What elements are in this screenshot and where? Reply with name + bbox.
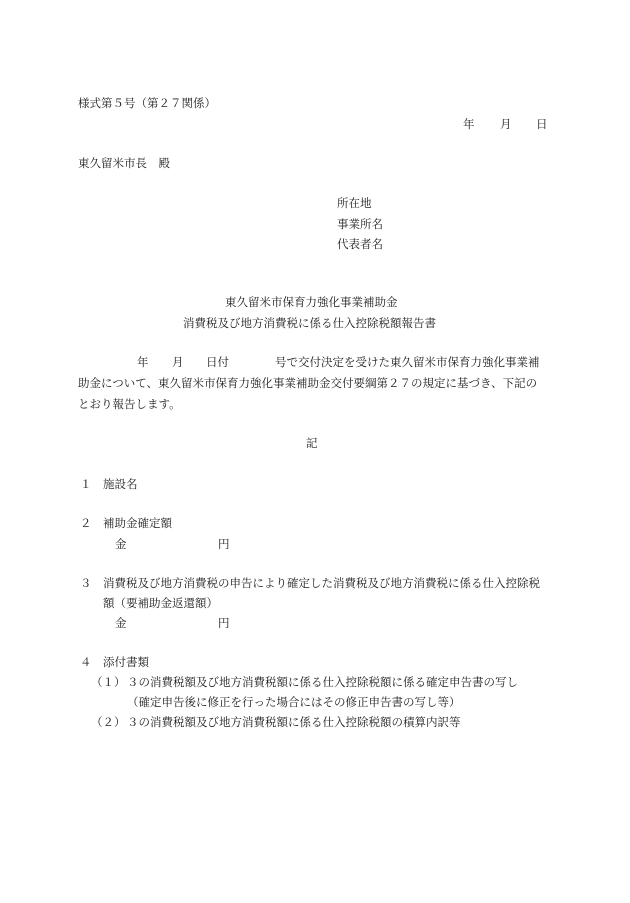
body-decision-text: 号で交付決定を受けた東久留米市保育力強化事業補 bbox=[275, 355, 540, 369]
item2-number: ２ bbox=[80, 516, 92, 530]
item4-number: ４ bbox=[80, 655, 92, 669]
date-month-label: 月 bbox=[500, 117, 512, 131]
item4-sub1-number: （１） bbox=[91, 675, 126, 689]
body-line-3: とおり報告します。 bbox=[78, 397, 181, 411]
item4-attachments-label: 添付書類 bbox=[103, 655, 149, 669]
item1-number: １ bbox=[80, 477, 92, 491]
item2-confirmed-amount-label: 補助金確定額 bbox=[103, 516, 172, 530]
body-year-label: 年 bbox=[137, 355, 149, 369]
item3-amount-prefix: 金 bbox=[115, 616, 127, 630]
item4-sub1-note: （確定申告後に修正を行った場合にはその修正申告書の写し等） bbox=[127, 695, 461, 709]
form-number: 様式第５号（第２７関係） bbox=[78, 96, 216, 110]
body-month-label: 月 bbox=[172, 355, 184, 369]
item3-label-line2: 額（要補助金返還額） bbox=[103, 596, 218, 610]
addressee: 東久留米市長 殿 bbox=[78, 156, 170, 170]
item3-number: ３ bbox=[80, 576, 92, 590]
item3-amount-unit: 円 bbox=[218, 616, 230, 630]
item2-amount-prefix: 金 bbox=[115, 537, 127, 551]
date-day-label: 日 bbox=[536, 117, 548, 131]
document-title-line2: 消費税及び地方消費税に係る仕入控除税額報告書 bbox=[183, 316, 436, 330]
office-name-label: 事業所名 bbox=[337, 217, 383, 231]
body-day-issued-label: 日付 bbox=[206, 355, 229, 369]
item2-amount-unit: 円 bbox=[218, 537, 230, 551]
item4-sub1-text: ３の消費税額及び地方消費税額に係る仕入控除税額に係る確定申告書の写し bbox=[127, 675, 518, 689]
representative-label: 代表者名 bbox=[337, 237, 383, 251]
address-label: 所在地 bbox=[337, 196, 372, 210]
item4-sub2-text: ３の消費税額及び地方消費税額に係る仕入控除税額の積算内訳等 bbox=[127, 715, 461, 729]
date-year-label: 年 bbox=[463, 117, 475, 131]
item1-facility-name-label: 施設名 bbox=[103, 477, 138, 491]
body-line-2: 助金について、東久留米市保育力強化事業補助金交付要綱第２７の規定に基づき、下記の bbox=[78, 376, 538, 390]
document-title-line1: 東久留米市保育力強化事業補助金 bbox=[225, 295, 398, 309]
item3-label-line1: 消費税及び地方消費税の申告により確定した消費税及び地方消費税に係る仕入控除税 bbox=[103, 576, 540, 590]
item4-sub2-number: （２） bbox=[91, 715, 126, 729]
ki-heading: 記 bbox=[306, 436, 318, 450]
